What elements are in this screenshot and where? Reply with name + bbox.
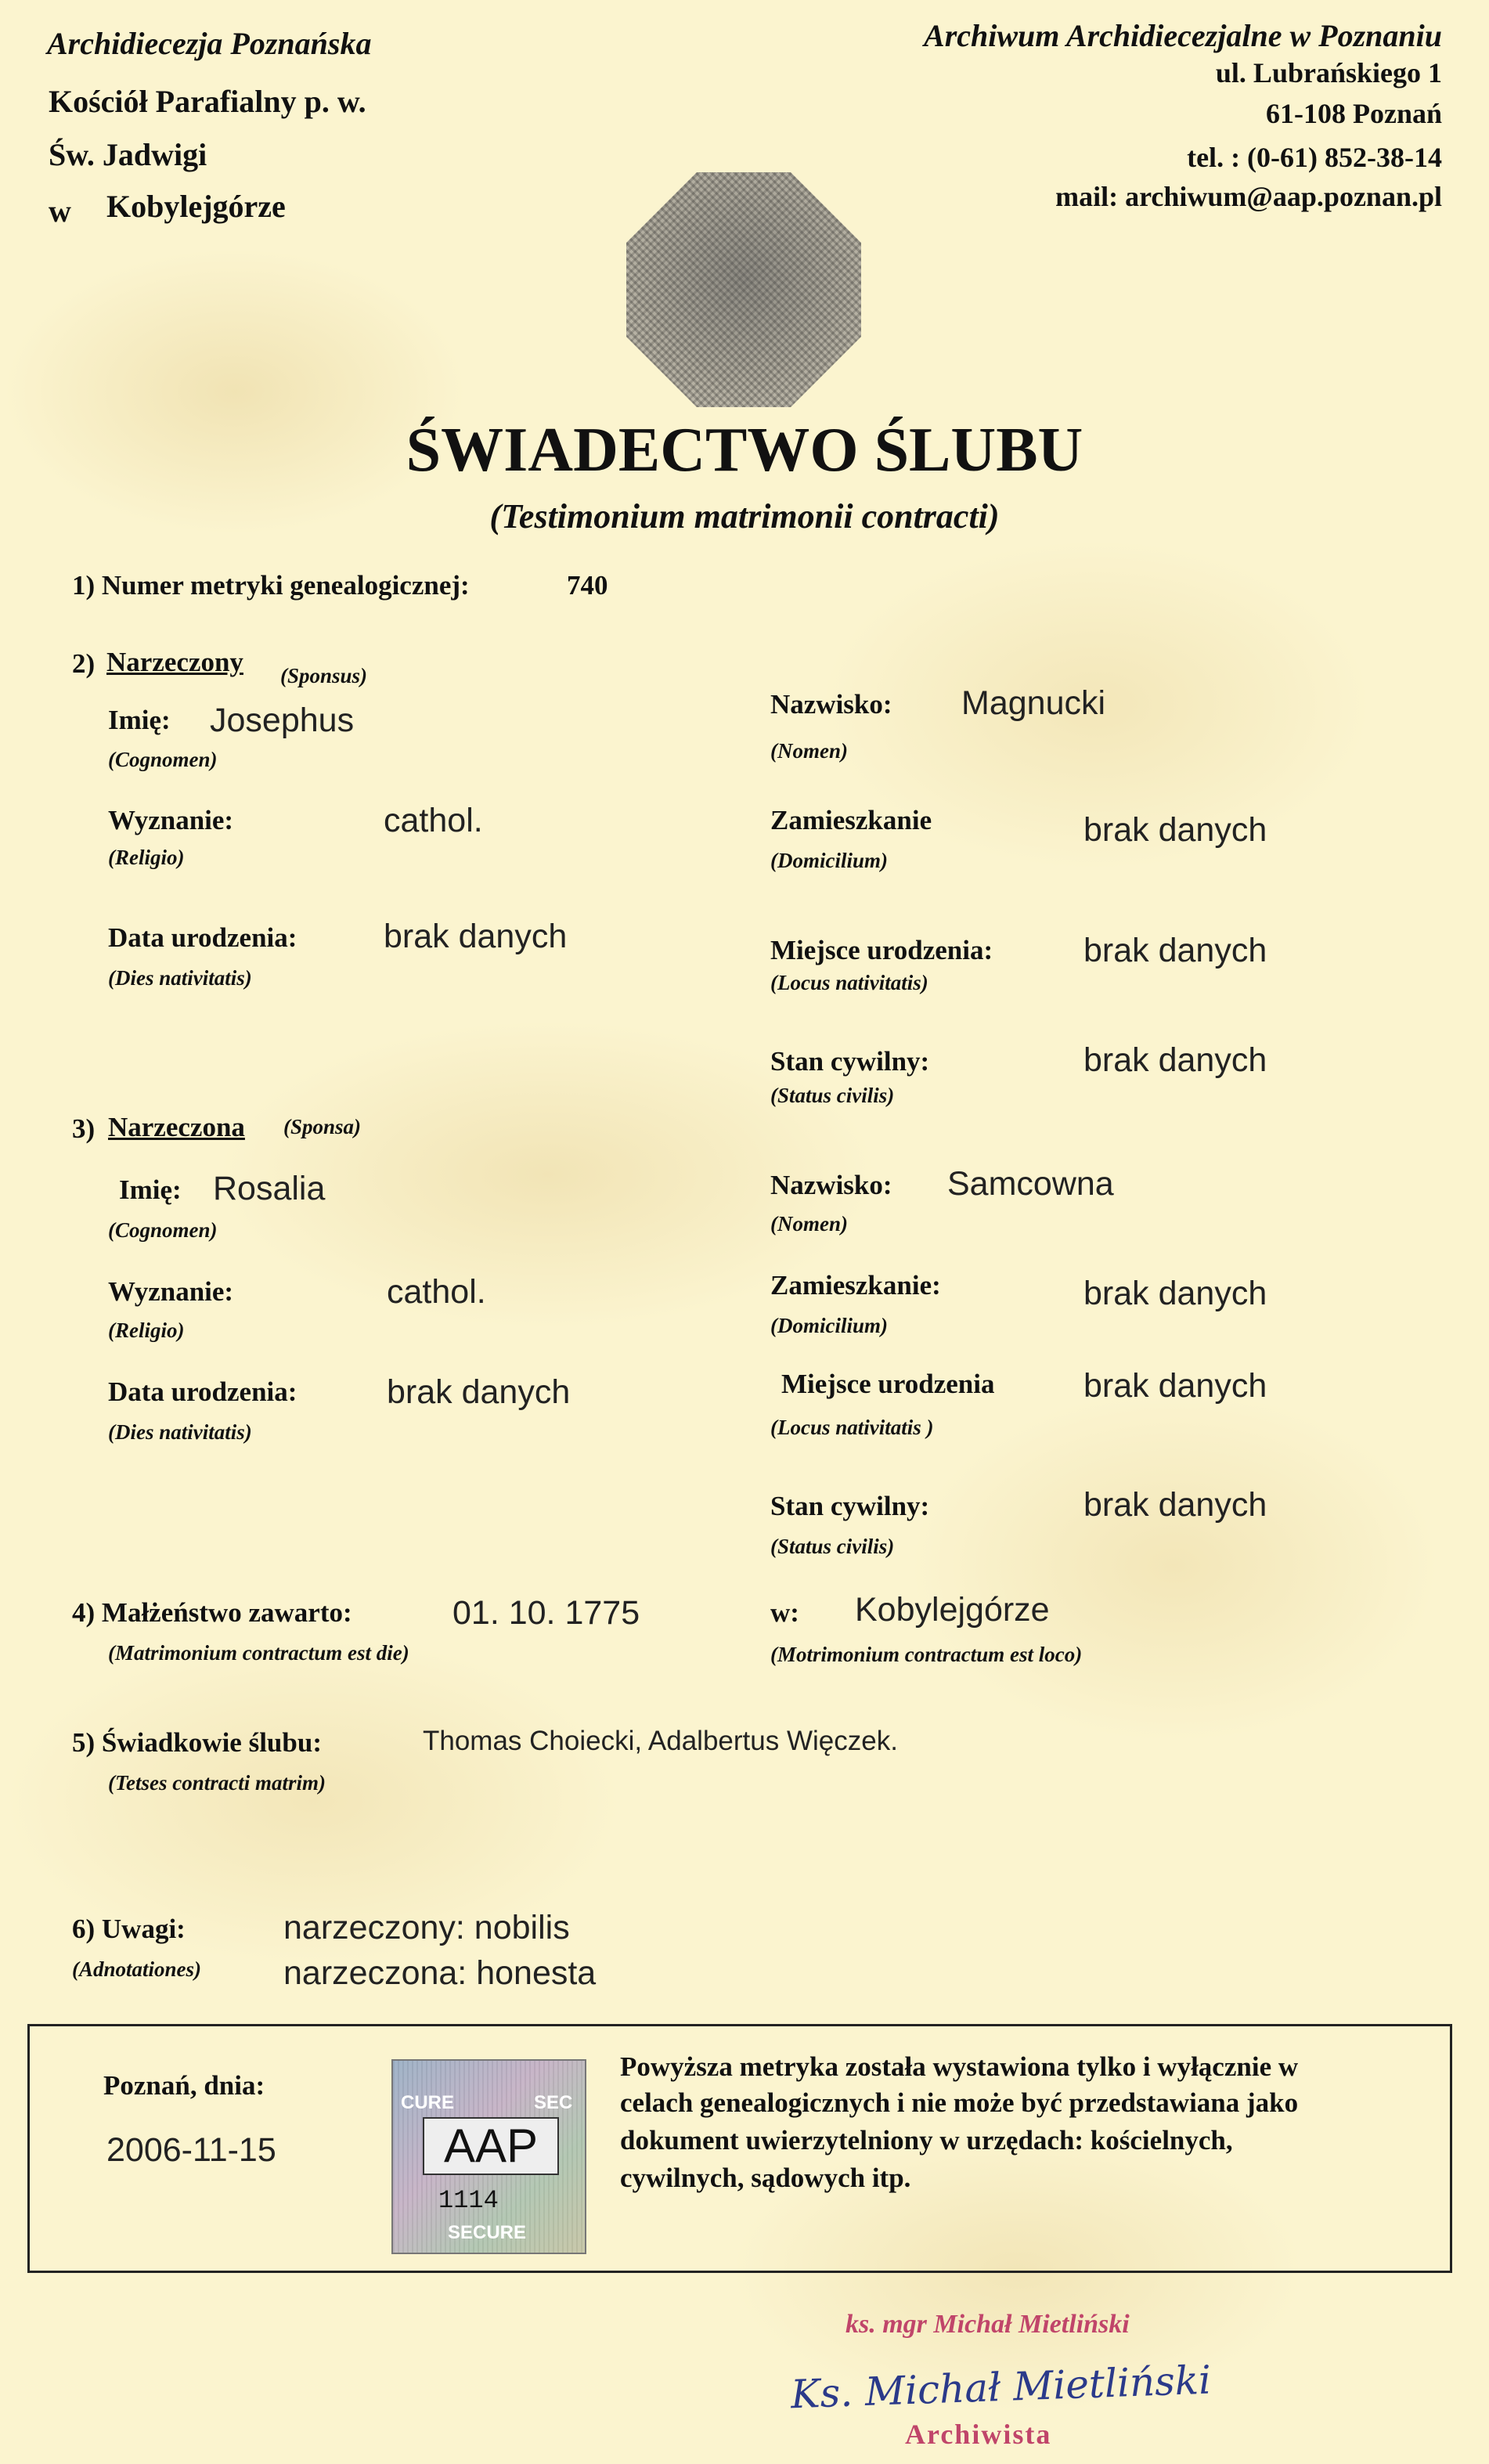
footer-date: 2006-11-15 bbox=[106, 2131, 276, 2169]
bride-birthdate-label: Data urodzenia: bbox=[108, 1376, 297, 1407]
notice-line-2: celach genealogicznych i nie może być przedstawiana jako bbox=[620, 2087, 1299, 2118]
bride-birthplace-label: Miejsce urodzenia bbox=[781, 1369, 995, 1399]
header-w: w bbox=[49, 193, 71, 229]
bride-surname-value: Samcowna bbox=[947, 1165, 1114, 1203]
bride-residence-label: Zamieszkanie: bbox=[770, 1270, 941, 1301]
groom-heading-latin: (Sponsus) bbox=[280, 664, 368, 687]
document-subtitle: (Testimonium matrimonii contracti) bbox=[489, 497, 1000, 536]
notice-line-3: dokument uwierzytelniony w urzędach: kościelnych, bbox=[620, 2125, 1233, 2156]
header-place: Kobylejgórze bbox=[106, 189, 286, 224]
seal-aap-text: AAP bbox=[423, 2117, 559, 2175]
bride-religion-latin: (Religio) bbox=[108, 1319, 185, 1342]
groom-status-latin: (Status civilis) bbox=[770, 1084, 895, 1107]
header-street: ul. Lubrańskiego 1 bbox=[1215, 57, 1442, 88]
marriage-place-label: w: bbox=[770, 1597, 799, 1628]
groom-residence-label: Zamieszkanie bbox=[770, 805, 932, 835]
record-number-label: 1) Numer metryki genealogicznej: bbox=[72, 570, 470, 601]
bride-status-label: Stan cywilny: bbox=[770, 1491, 930, 1521]
handwritten-signature: Ks. Michał Mietliński bbox=[790, 2357, 1212, 2418]
groom-surname-label: Nazwisko: bbox=[770, 689, 892, 720]
bride-surname-label: Nazwisko: bbox=[770, 1170, 892, 1200]
witnesses-value: Thomas Choiecki, Adalbertus Więczek. bbox=[423, 1726, 898, 1756]
bride-religion-label: Wyznanie: bbox=[108, 1276, 234, 1307]
archive-emblem-icon bbox=[626, 172, 861, 407]
seal-word-3: SECURE bbox=[448, 2222, 527, 2243]
groom-religion-label: Wyznanie: bbox=[108, 805, 234, 835]
bride-name-latin: (Cognomen) bbox=[108, 1218, 218, 1242]
bride-birthdate-latin: (Dies nativitatis) bbox=[108, 1420, 252, 1444]
bride-number: 3) bbox=[72, 1113, 96, 1144]
bride-birthdate-value: brak danych bbox=[387, 1373, 571, 1411]
header-archdiocese: Archidiecezja Poznańska bbox=[47, 26, 372, 61]
bride-heading: Narzeczona bbox=[108, 1112, 245, 1142]
bride-status-latin: (Status civilis) bbox=[770, 1535, 895, 1558]
groom-residence-value: brak danych bbox=[1083, 811, 1267, 849]
remarks-line-1: narzeczony: nobilis bbox=[283, 1909, 570, 1946]
hologram-seal-icon bbox=[391, 2059, 586, 2254]
marriage-date-label: 4) Małżeństwo zawarto: bbox=[72, 1597, 352, 1628]
witnesses-latin: (Tetses contracti matrim) bbox=[108, 1771, 326, 1795]
seal-word-1: CURE bbox=[401, 2092, 455, 2113]
groom-surname-value: Magnucki bbox=[961, 684, 1106, 722]
bride-residence-value: brak danych bbox=[1083, 1275, 1267, 1312]
marriage-date-value: 01. 10. 1775 bbox=[452, 1594, 640, 1632]
witnesses-label: 5) Świadkowie ślubu: bbox=[72, 1727, 322, 1758]
seal-word-2: SEC bbox=[534, 2092, 573, 2113]
bride-status-value: brak danych bbox=[1083, 1486, 1267, 1524]
groom-name-label: Imię: bbox=[108, 705, 171, 735]
groom-birthdate-latin: (Dies nativitatis) bbox=[108, 966, 252, 990]
stamp-role: Archiwista bbox=[905, 2419, 1052, 2450]
remarks-label: 6) Uwagi: bbox=[72, 1914, 186, 1944]
bride-religion-value: cathol. bbox=[387, 1273, 486, 1311]
footer-place-label: Poznań, dnia: bbox=[103, 2070, 265, 2101]
groom-residence-latin: (Domicilium) bbox=[770, 849, 888, 872]
bride-heading-latin: (Sponsa) bbox=[283, 1115, 362, 1138]
marriage-date-latin: (Matrimonium contractum est die) bbox=[108, 1641, 409, 1665]
groom-religion-value: cathol. bbox=[384, 802, 483, 839]
notice-line-1: Powyższa metryka została wystawiona tylko i wyłącznie w bbox=[620, 2051, 1299, 2082]
groom-birthplace-latin: (Locus nativitatis) bbox=[770, 971, 928, 994]
bride-surname-latin: (Nomen) bbox=[770, 1212, 848, 1236]
bride-birthplace-value: brak danych bbox=[1083, 1367, 1267, 1405]
bride-birthplace-latin: (Locus nativitatis ) bbox=[770, 1416, 934, 1439]
document-title: ŚWIADECTWO ŚLUBU bbox=[406, 416, 1083, 485]
record-number-value: 740 bbox=[567, 570, 608, 601]
header-saint: Św. Jadwigi bbox=[49, 137, 207, 172]
stamp-name: ks. mgr Michał Mietliński bbox=[845, 2310, 1130, 2339]
remarks-line-2: narzeczona: honesta bbox=[283, 1954, 597, 1992]
bride-name-value: Rosalia bbox=[213, 1170, 326, 1207]
groom-heading: Narzeczony bbox=[106, 647, 243, 677]
bride-name-label: Imię: bbox=[119, 1174, 182, 1205]
groom-number: 2) bbox=[72, 648, 96, 679]
groom-birthplace-value: brak danych bbox=[1083, 932, 1267, 969]
marriage-place-latin: (Motrimonium contractum est loco) bbox=[770, 1643, 1083, 1666]
header-parish: Kościół Parafialny p. w. bbox=[49, 84, 366, 119]
seal-number: 1114 bbox=[438, 2186, 499, 2215]
notice-line-4: cywilnych, sądowych itp. bbox=[620, 2163, 911, 2193]
groom-name-latin: (Cognomen) bbox=[108, 748, 218, 771]
header-tel: tel. : (0-61) 852-38-14 bbox=[1187, 142, 1442, 173]
groom-birthdate-label: Data urodzenia: bbox=[108, 922, 297, 953]
groom-surname-latin: (Nomen) bbox=[770, 739, 848, 763]
bride-residence-latin: (Domicilium) bbox=[770, 1314, 888, 1337]
groom-status-label: Stan cywilny: bbox=[770, 1046, 930, 1077]
groom-religion-latin: (Religio) bbox=[108, 846, 185, 869]
groom-birthdate-value: brak danych bbox=[384, 918, 568, 955]
marriage-place-value: Kobylejgórze bbox=[855, 1591, 1050, 1629]
groom-status-value: brak danych bbox=[1083, 1041, 1267, 1079]
groom-birthplace-label: Miejsce urodzenia: bbox=[770, 935, 993, 965]
header-archive: Archiwum Archidiecezjalne w Poznaniu bbox=[924, 18, 1442, 53]
remarks-latin: (Adnotationes) bbox=[72, 1957, 202, 1981]
groom-name-value: Josephus bbox=[210, 702, 355, 739]
header-city: 61-108 Poznań bbox=[1266, 98, 1442, 129]
header-mail: mail: archiwum@aap.poznan.pl bbox=[1055, 181, 1442, 212]
